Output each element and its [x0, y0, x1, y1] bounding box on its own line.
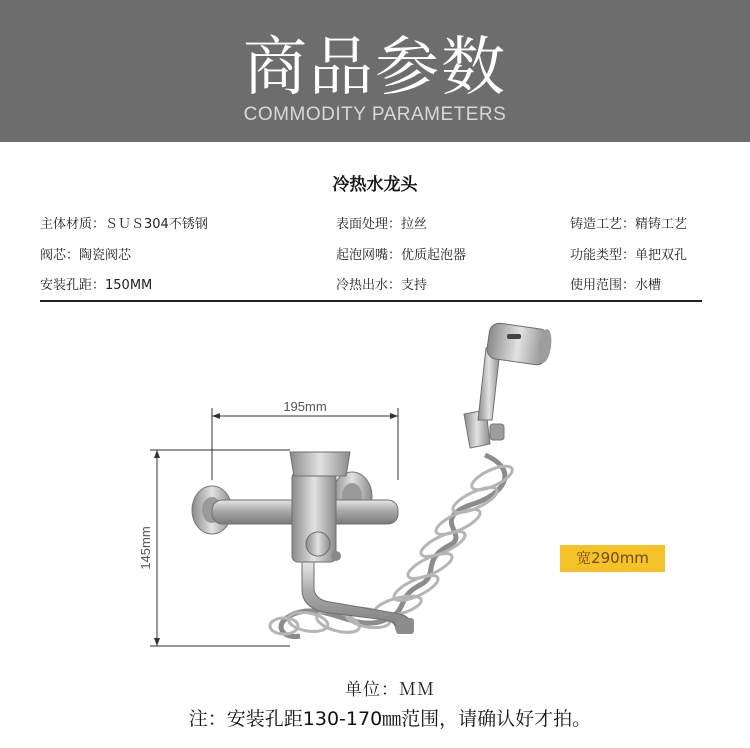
spec-label: 表面处理：: [336, 217, 402, 232]
spec-value: 支持: [401, 278, 428, 293]
spec-hot-cold: [336, 274, 427, 293]
spec-material: [40, 213, 208, 232]
spec-value: 拉丝: [401, 217, 428, 232]
spec-valve: [40, 244, 131, 263]
banner-subtitle: COMMODITY PARAMETERS: [243, 104, 507, 125]
product-name: 冷热水龙头: [332, 175, 418, 195]
banner-title: 商品参数: [243, 31, 507, 105]
spec-value: 150MM: [105, 278, 153, 293]
spec-value: 优质起泡器: [401, 248, 467, 263]
spec-value: ＳＵＳ304不锈钢: [105, 217, 208, 232]
faucet-handle: [290, 452, 350, 476]
height-dimension-label: 145mm: [138, 526, 153, 570]
spec-label: 铸造工艺：: [570, 217, 636, 232]
spec-hole-distance: [40, 274, 152, 293]
spec-value: 单把双孔: [635, 248, 688, 263]
spec-aerator: [336, 244, 466, 263]
spec-value: 陶瓷阀芯: [79, 248, 132, 263]
spec-divider: [40, 300, 702, 302]
spec-label: 功能类型：: [570, 248, 636, 263]
spec-usage: [570, 274, 661, 293]
spec-label: 安装孔距：: [40, 278, 106, 293]
spec-casting: [570, 213, 687, 232]
faucet-drawing: [0, 305, 750, 675]
spec-label: 使用范围：: [570, 278, 636, 293]
width-dimension-label: 195mm: [283, 399, 327, 414]
spec-value: 水槽: [635, 278, 662, 293]
spec-surface: [336, 213, 427, 232]
hand-shower: [478, 322, 553, 420]
spec-label: 阀芯：: [40, 248, 80, 263]
spec-function: [570, 244, 687, 263]
unit-label: 单位：ＭＭ: [345, 680, 435, 700]
header-banner: [0, 0, 750, 142]
spec-label: 冷热出水：: [336, 278, 402, 293]
total-width-badge: 宽290mm: [560, 545, 665, 572]
install-note: 注：安装孔距130-170㎜范围，请确认好才拍。: [188, 708, 592, 730]
spec-value: 精铸工艺: [635, 217, 688, 232]
spec-label: 主体材质：: [40, 217, 106, 232]
spec-label: 起泡网嘴：: [336, 248, 402, 263]
